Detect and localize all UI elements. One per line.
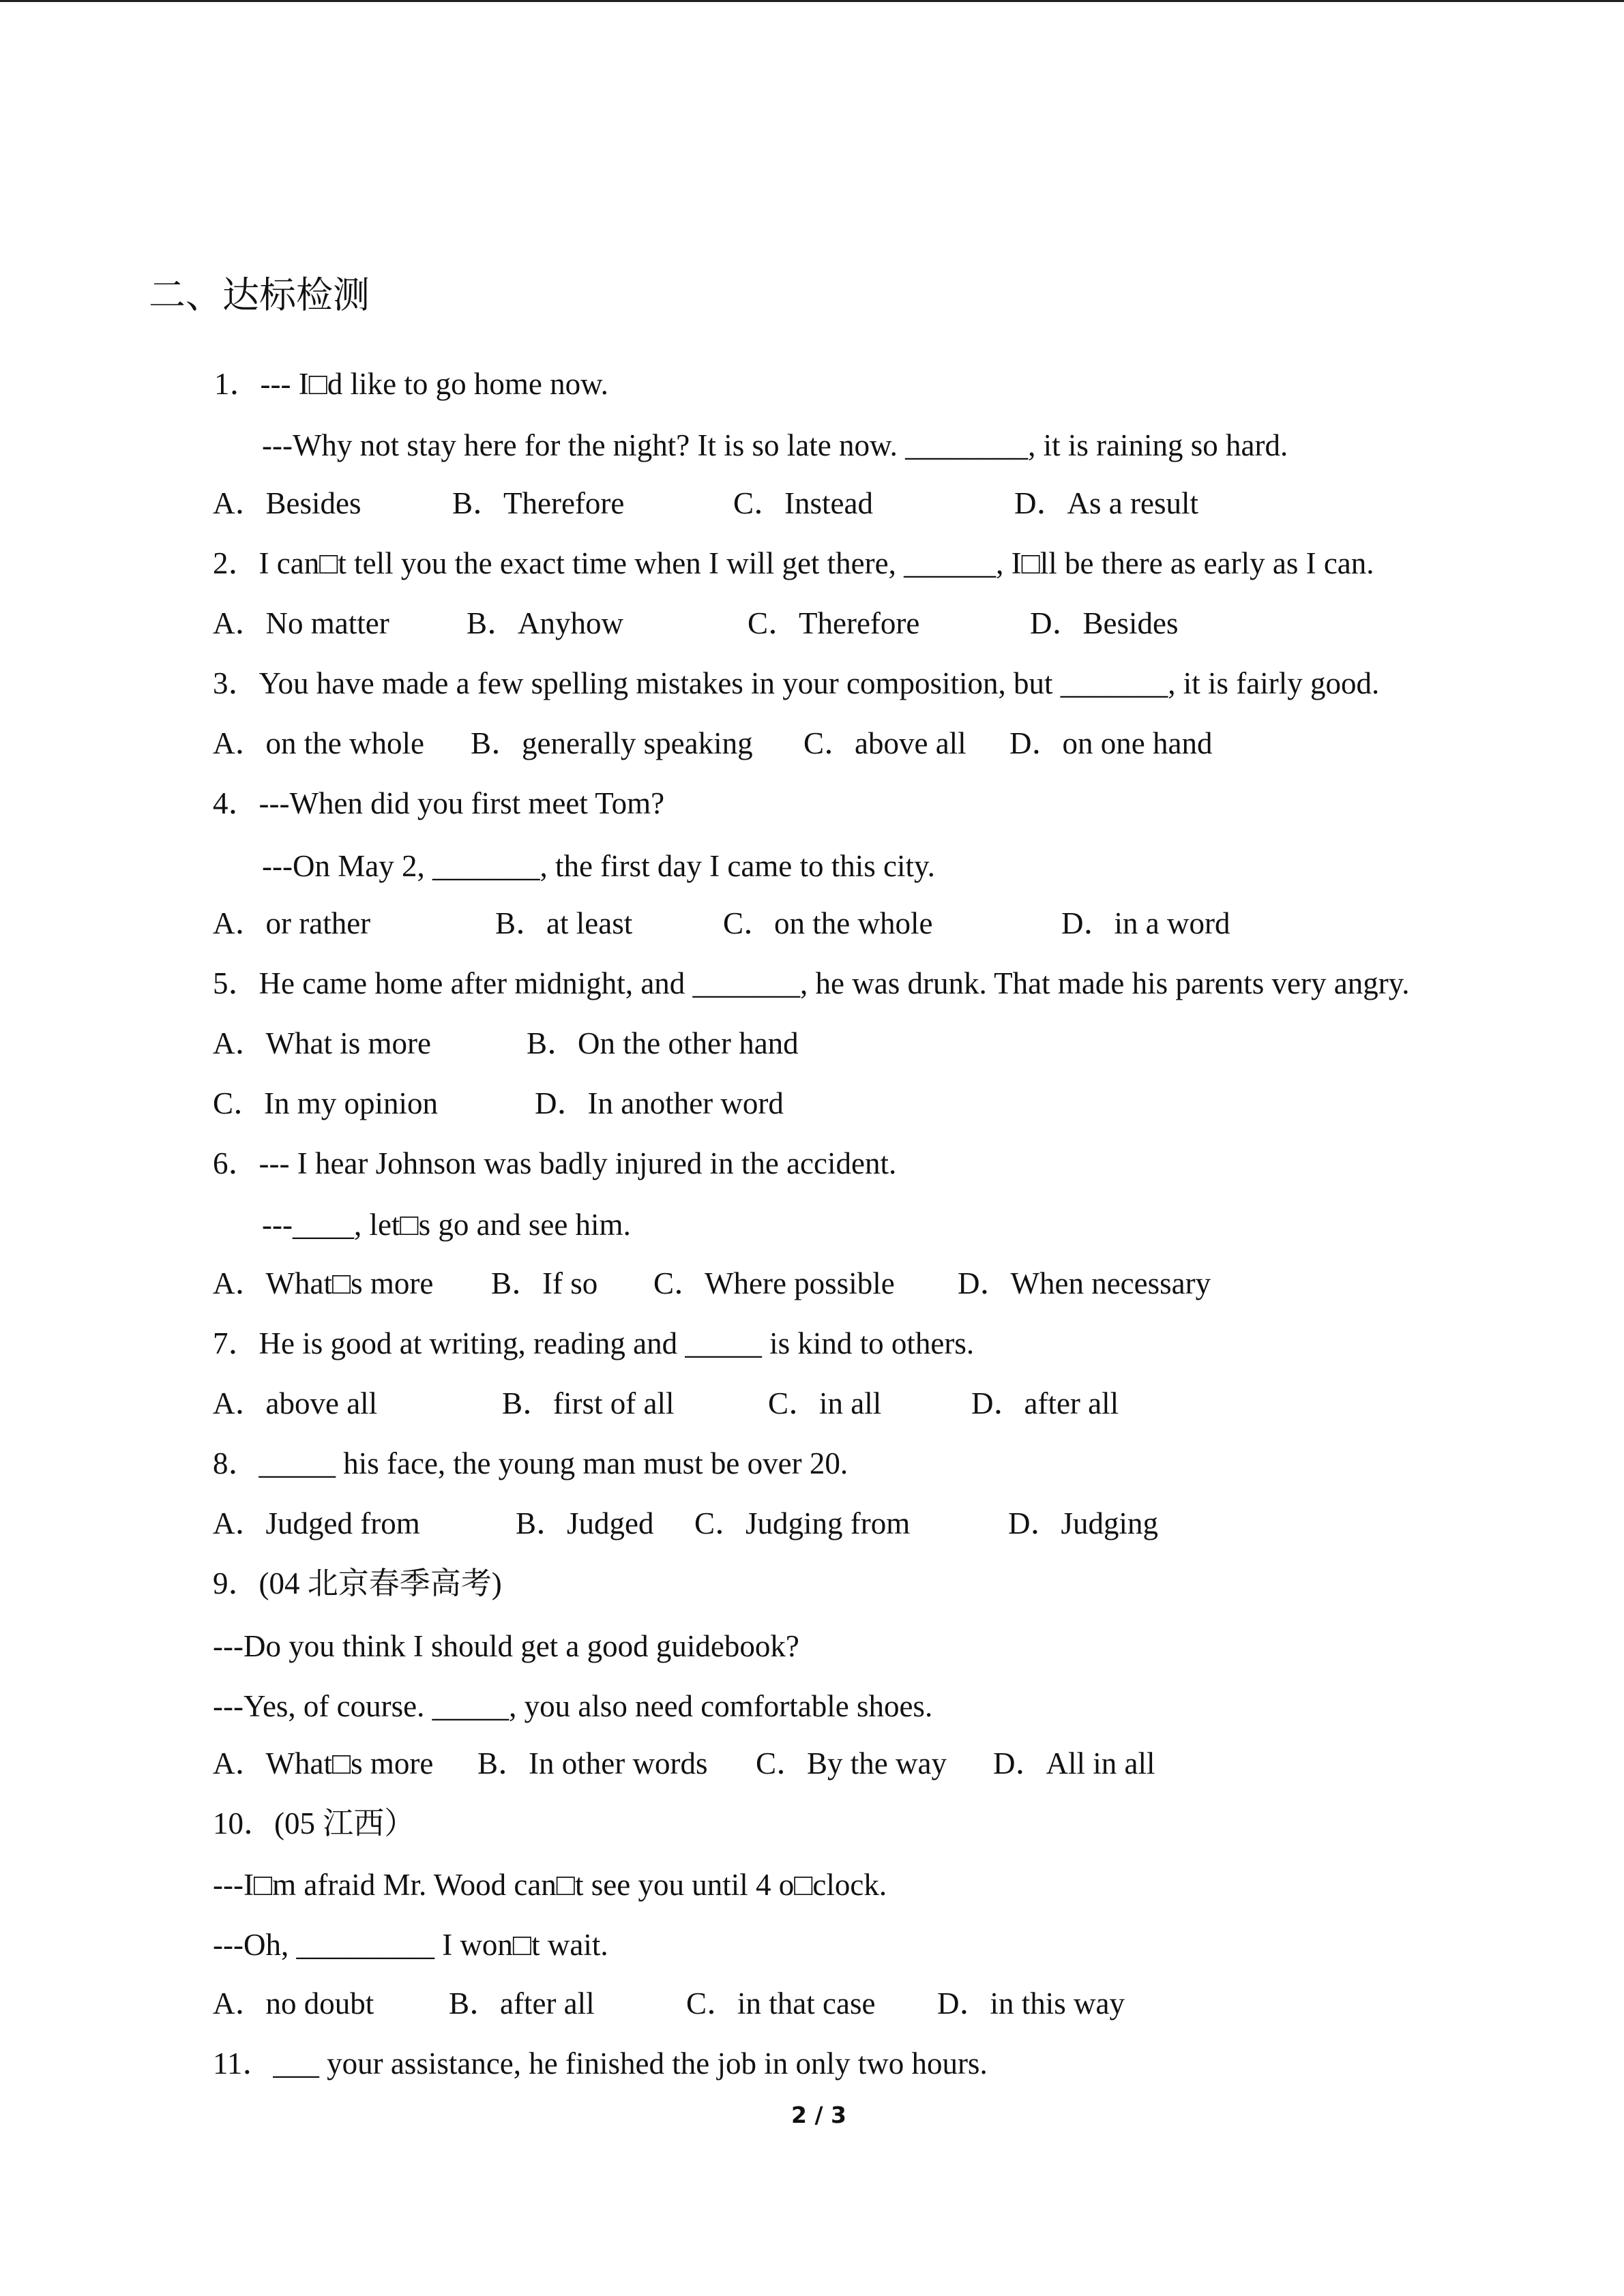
option-c[interactable]: C．in all bbox=[768, 1386, 882, 1420]
option-c[interactable]: C．on the whole bbox=[723, 906, 933, 940]
option-b[interactable]: B．at least bbox=[495, 906, 633, 940]
question-4-reply: ---On May 2, _______, the first day I came to this city. bbox=[262, 849, 935, 883]
question-number: 8． bbox=[213, 1446, 259, 1480]
question-1-stem bbox=[214, 363, 608, 404]
option-c[interactable]: C．By the way bbox=[756, 1746, 947, 1780]
question-number: 4． bbox=[213, 786, 259, 820]
question-number: 10． bbox=[213, 1806, 275, 1840]
option-b[interactable]: B．Anyhow bbox=[467, 606, 624, 640]
option-a[interactable]: A．Besides bbox=[213, 486, 361, 520]
option-c[interactable]: C．in that case bbox=[686, 1986, 876, 2021]
question-6-stem bbox=[213, 1143, 896, 1184]
question-2-stem bbox=[213, 543, 1374, 584]
question-text: I can□t tell you the exact time when I will get there, ______, I□ll be there as early as I can. bbox=[259, 546, 1374, 580]
option-b[interactable]: B．first of all bbox=[502, 1386, 675, 1420]
question-number: 2． bbox=[213, 546, 259, 580]
question-4-stem bbox=[213, 783, 664, 824]
option-d[interactable]: D．In another word bbox=[535, 1086, 784, 1120]
option-d[interactable]: D．When necessary bbox=[958, 1266, 1211, 1300]
option-b[interactable]: B．Judged bbox=[516, 1506, 654, 1540]
option-b[interactable]: B．generally speaking bbox=[471, 726, 753, 760]
option-a[interactable]: A．No matter bbox=[213, 606, 389, 640]
option-c[interactable]: C．Instead bbox=[733, 486, 873, 520]
question-5-stem bbox=[213, 963, 1410, 1004]
question-6-reply: ---____, let□s go and see him. bbox=[262, 1208, 631, 1242]
question-text: ---When did you first meet Tom? bbox=[259, 786, 665, 820]
question-8-stem bbox=[213, 1443, 848, 1484]
question-number: 11． bbox=[213, 2046, 274, 2081]
option-d[interactable]: D．on one hand bbox=[1009, 726, 1213, 760]
question-number: 6． bbox=[213, 1146, 259, 1180]
question-1-reply: ---Why not stay here for the night? It is so late now. ________, it is raining so hard. bbox=[262, 428, 1288, 462]
question-3-stem bbox=[213, 663, 1379, 704]
option-c[interactable]: C．In my opinion bbox=[213, 1086, 439, 1120]
option-d[interactable]: D．Besides bbox=[1030, 606, 1179, 640]
option-c[interactable]: C．Judging from bbox=[694, 1506, 911, 1540]
question-9-source bbox=[213, 1563, 502, 1604]
question-number: 5． bbox=[213, 966, 259, 1000]
question-number: 1． bbox=[214, 367, 261, 401]
option-a[interactable]: A．What is more bbox=[213, 1026, 431, 1060]
option-d[interactable]: D．after all bbox=[971, 1386, 1119, 1420]
question-source: (04 北京春季高考) bbox=[259, 1566, 502, 1600]
page-number: 2 / 3 bbox=[791, 2102, 846, 2128]
option-a[interactable]: A．What□s more bbox=[213, 1266, 434, 1300]
option-a[interactable]: A．What□s more bbox=[213, 1746, 434, 1780]
option-d[interactable]: D．in a word bbox=[1061, 906, 1230, 940]
question-text: He is good at writing, reading and _____ is kind to others. bbox=[259, 1326, 975, 1360]
option-a[interactable]: A．Judged from bbox=[213, 1506, 420, 1540]
option-b[interactable]: B．Therefore bbox=[452, 486, 625, 520]
question-7-stem bbox=[213, 1323, 974, 1364]
question-10-reply: ---Oh, _________ I won□t wait. bbox=[213, 1928, 608, 1962]
page-top-border bbox=[0, 0, 1624, 2]
option-a[interactable]: A．no doubt bbox=[213, 1986, 374, 2021]
option-b[interactable]: B．If so bbox=[491, 1266, 598, 1300]
question-source: (05 江西） bbox=[274, 1806, 415, 1840]
question-9-reply: ---Yes, of course. _____, you also need comfortable shoes. bbox=[213, 1689, 933, 1723]
option-d[interactable]: D．in this way bbox=[937, 1986, 1125, 2021]
section-heading: 二、达标检测 bbox=[149, 273, 370, 316]
question-number: 9． bbox=[213, 1566, 259, 1600]
question-text: --- I hear Johnson was badly injured in the accident. bbox=[259, 1146, 897, 1180]
question-11-stem bbox=[213, 2043, 988, 2084]
option-a[interactable]: A．above all bbox=[213, 1386, 378, 1420]
question-9-prompt: ---Do you think I should get a good guidebook? bbox=[213, 1629, 799, 1663]
option-c[interactable]: C．Therefore bbox=[748, 606, 920, 640]
question-text: _____ his face, the young man must be over 20. bbox=[259, 1446, 848, 1480]
question-text: You have made a few spelling mistakes in your composition, but _______, it is fairly good. bbox=[259, 666, 1380, 700]
option-d[interactable]: D．All in all bbox=[993, 1746, 1155, 1780]
question-number: 7． bbox=[213, 1326, 259, 1360]
option-c[interactable]: C．Where possible bbox=[653, 1266, 895, 1300]
question-number: 3． bbox=[213, 666, 259, 700]
option-b[interactable]: B．On the other hand bbox=[527, 1026, 799, 1060]
option-a[interactable]: A．on the whole bbox=[213, 726, 424, 760]
question-10-prompt: ---I□m afraid Mr. Wood can□t see you until 4 o□clock. bbox=[213, 1868, 887, 1902]
question-text: --- I□d like to go home now. bbox=[260, 367, 608, 401]
option-c[interactable]: C．above all bbox=[803, 726, 966, 760]
option-b[interactable]: B．after all bbox=[449, 1986, 595, 2021]
option-d[interactable]: D．As a result bbox=[1014, 486, 1198, 520]
question-text: ___ your assistance, he finished the job in only two hours. bbox=[273, 2046, 988, 2081]
question-text: He came home after midnight, and _______, he was drunk. That made his parents very angry. bbox=[259, 966, 1410, 1000]
option-d[interactable]: D．Judging bbox=[1008, 1506, 1159, 1540]
question-10-source bbox=[213, 1803, 415, 1844]
option-a[interactable]: A．or rather bbox=[213, 906, 371, 940]
option-b[interactable]: B．In other words bbox=[477, 1746, 708, 1780]
